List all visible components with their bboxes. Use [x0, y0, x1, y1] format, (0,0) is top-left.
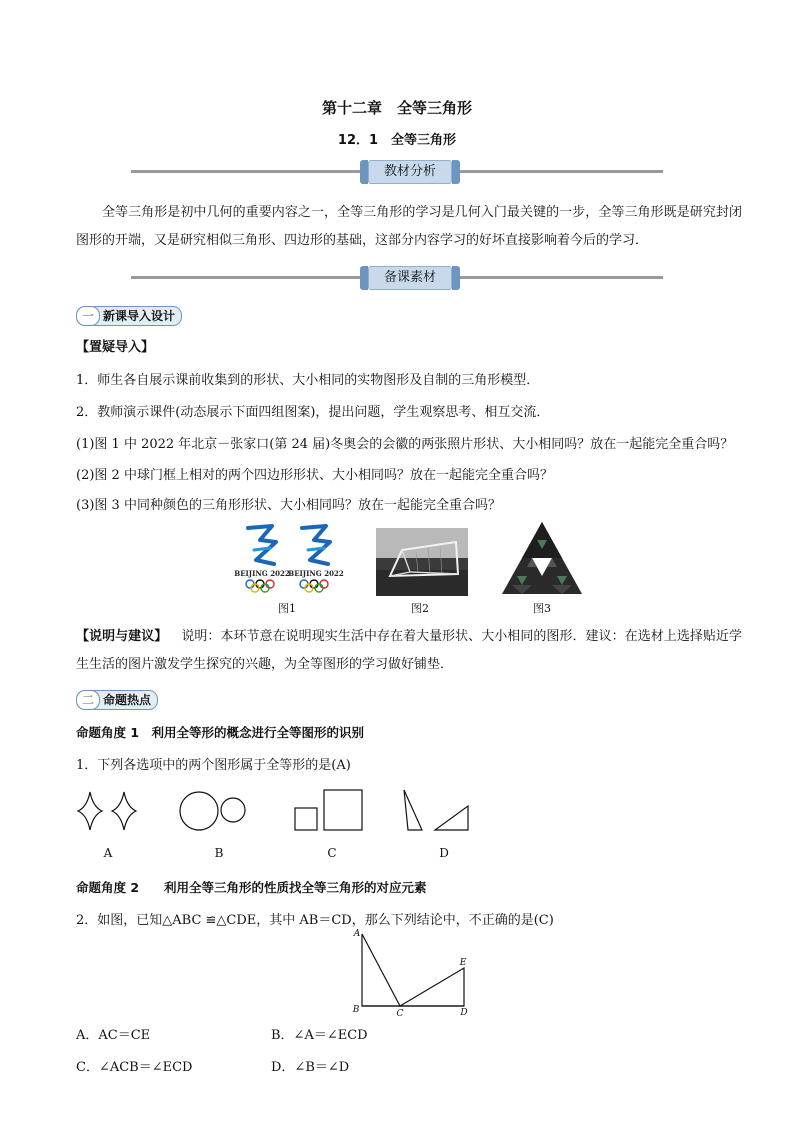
point-label-d: D [460, 1008, 468, 1018]
question-angle-1: 命题角度 1 利用全等形的概念进行全等图形的识别 [76, 725, 365, 740]
section-tag-new-lesson [76, 306, 182, 326]
banner-analysis: 教材分析 [368, 160, 452, 184]
figure-soccer-goal-photo [376, 528, 468, 596]
subheading: 【置疑导入】 [76, 340, 155, 355]
analysis-paragraph: 全等三角形是初中几何的重要内容之一，全等三角形的学习是几何入门最关键的一步，全等三角形既是研究封闭图形的开端，又是研究相似三角形、四边形的基础，这部分内容学习的好坏直接影响着今后的学习． [76, 205, 742, 248]
question-angle-2: 命题角度 2 利用全等三角形的性质找全等三角形的对应元素 [76, 880, 427, 895]
square-large [324, 790, 362, 830]
question-2: 2．如图，已知△ABC ≌△CDE，其中 AB＝CD，那么下列结论中，不正确的是(C) [76, 913, 554, 928]
note-paragraph [76, 623, 742, 679]
choice-c: C．∠ACB＝∠ECD [76, 1060, 193, 1075]
figure-caption: 图3 [533, 602, 551, 615]
square-small [295, 808, 317, 830]
triangle-tall [404, 790, 422, 830]
choice-d: D．∠B＝∠D [271, 1060, 350, 1075]
emblem-right [288, 526, 344, 592]
emblem-left [234, 526, 290, 592]
circle-small [221, 798, 245, 822]
text-line: (1)图 1 中 2022 年北京－张家口(第 24 届)冬奥会的会徽的两张照片形状、大小相同吗？放在一起能完全重合吗？ [76, 437, 734, 452]
note-label: 【说明与建议】 [76, 629, 168, 644]
star-shape-a2 [112, 792, 136, 830]
option-label: B [214, 846, 224, 860]
tag-number: 二 [76, 690, 100, 710]
figure-caption: 图1 [278, 602, 296, 615]
q2-triangle-diagram [348, 926, 478, 1020]
question-1: 1．下列各选项中的两个图形属于全等形的是(A) [76, 758, 351, 773]
choice-b: B．∠A＝∠ECD [271, 1028, 368, 1043]
text-line: (2)图 2 中球门框上相对的两个四边形形状、大小相同吗？放在一起能完全重合吗？ [76, 468, 553, 483]
point-label-a: A [353, 929, 361, 939]
text-line: 2．教师演示课件(动态展示下面四组图案)，提出问题，学生观察思考、相互交流． [76, 405, 550, 420]
figure-caption: 图2 [411, 602, 429, 615]
circle-large [180, 792, 218, 830]
option-label: C [327, 846, 337, 860]
text-line: (3)图 3 中同种颜色的三角形形状、大小相同吗？放在一起能完全重合吗？ [76, 498, 501, 513]
q1-figures [72, 788, 472, 840]
point-label-c: C [396, 1009, 404, 1019]
point-label-b: B [352, 1005, 360, 1015]
tag-label: 新课导入设计 [103, 309, 176, 323]
star-shape-a1 [78, 792, 102, 830]
note-text: 说明：本环节意在说明现实生活中存在着大量形状、大小相同的图形．建议：在选材上选择贴近学生生活的图片激发学生探究的兴趣，为全等图形的学习做好铺垫． [76, 629, 742, 672]
section-title: 12．1 全等三角形 [337, 133, 457, 148]
tag-label: 命题热点 [103, 693, 152, 707]
section-tag-hot-topics [76, 690, 158, 710]
triangle-wide [435, 806, 468, 830]
choice-a: A．AC＝CE [76, 1028, 151, 1043]
option-label: A [103, 846, 113, 860]
banner-materials: 备课素材 [368, 266, 452, 290]
point-label-e: E [459, 958, 467, 968]
emblem-text: BEIJING 2022 [288, 569, 344, 578]
figure-sierpinski-triangles [500, 520, 584, 596]
figure-olympic-emblems [234, 520, 344, 598]
text-line: 1．师生各自展示课前收集到的形状、大小相同的实物图形及自制的三角形模型． [76, 373, 540, 388]
tag-number: 一 [76, 306, 100, 326]
option-label: D [439, 846, 449, 860]
emblem-text: BEIJING 2022 [234, 569, 290, 578]
chapter-title: 第十二章 全等三角形 [321, 99, 472, 117]
